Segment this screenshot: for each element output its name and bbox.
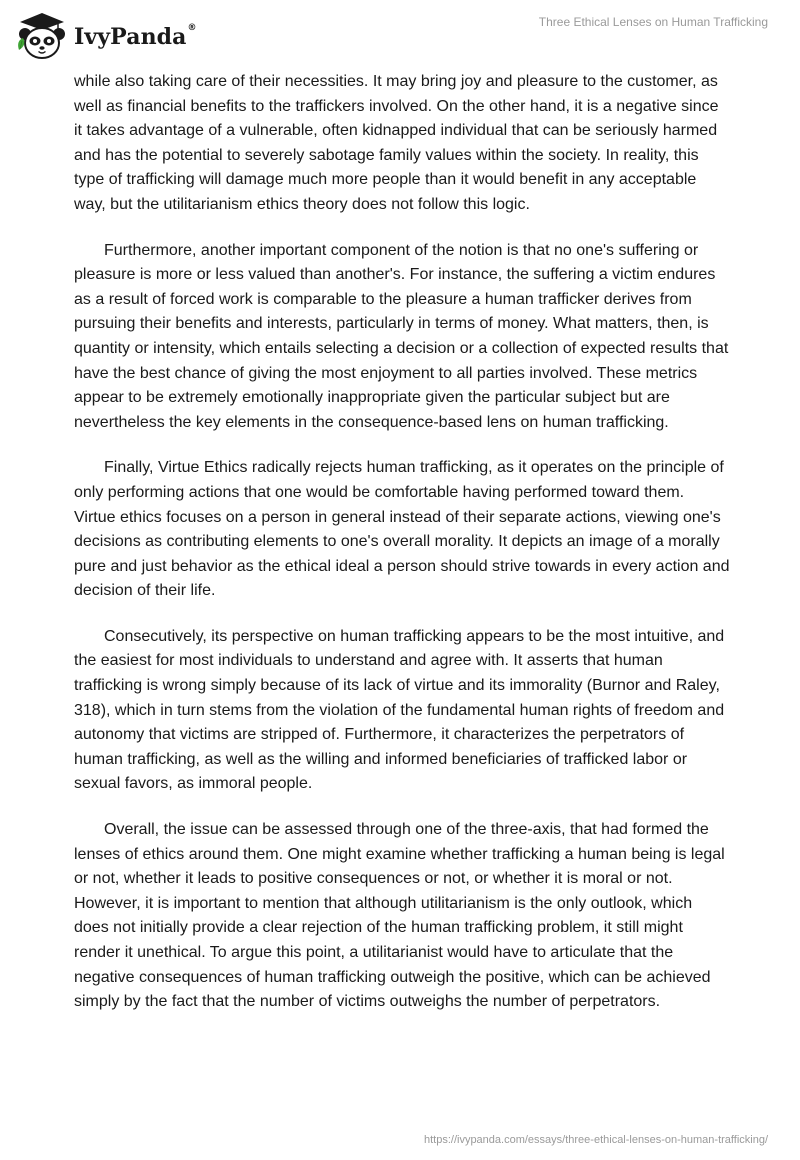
panda-graduate-logo-icon bbox=[14, 10, 70, 62]
source-url[interactable]: https://ivypanda.com/essays/three-ethical-lenses-on-human-trafficking/ bbox=[423, 1134, 768, 1146]
paragraph-2: Furthermore, another important component of the notion is that no one's suffering or pleasure is more or less valued than another's. For instance, the suffering a victim endures as a result of forced work is comparable to the pleasure a human trafficker derives from pursuing their benefits and interests, particularly in terms of money. What matters, then, is quantity or intensity, which entails selecting a decision or a collection of expected results that have the best chance of giving the most enjoyment to all parties involved. These metrics appear to be extremely emotionally inappropriate given the particular subject but are nevertheless the key elements in the consequence-based lens on human trafficking. bbox=[74, 241, 729, 431]
paragraph-1: while also taking care of their necessities. It may bring joy and pleasure to the customer, as well as financial benefits to the traffickers involved. On the other hand, it is a negative since it takes advantage of a vulnerable, often kidnapped individual that can be seriously harmed and has the potential to severely sabotage family values within the society. In reality, this type of trafficking will damage much more people than it would benefit in any acceptable way, but the utilitarianism ethics theory does not follow this logic. bbox=[74, 73, 719, 213]
page-header bbox=[0, 0, 800, 70]
essay-body bbox=[74, 70, 730, 1036]
paragraph-4: Consecutively, its perspective on human trafficking appears to be the most intuitive, and the easiest for most individuals to understand and agree with. It asserts that human trafficking is wrong simply because of its lack of virtue and its immorality (Burnor and Raley, 318), which in turn stems from the violation of the fundamental human rights of freedom and autonomy that victims are stripped of. Furthermore, it characterizes the perpetrators of human trafficking, as well as the willing and informed beneficiaries of trafficked labor or sexual favors, as immoral people. bbox=[74, 627, 725, 793]
brand-name bbox=[74, 24, 197, 50]
registered-mark: ® bbox=[187, 23, 197, 33]
brand-label: IvyPanda bbox=[74, 24, 187, 50]
paragraph-5: Overall, the issue can be assessed through one of the three-axis, that had formed the lenses of ethics around them. One might examine whether trafficking a human being is legal or not, whether it leads to positive consequences or not, or whether it is moral or not. However, it is important to mention that although utilitarianism is the only outlook, which does not initially provide a clear rejection of the human trafficking problem, it still might render it unethical. To argue this point, a utilitarianist would have to articulate that the negative consequences of human trafficking outweigh the positive, which can be achieved simply by the fact that the number of victims outweighs the number of perpetrators. bbox=[74, 821, 725, 1011]
running-title: Three Ethical Lenses on Human Trafficking bbox=[538, 15, 768, 29]
ivypanda-logo[interactable] bbox=[14, 10, 197, 62]
paragraph-3: Finally, Virtue Ethics radically rejects human trafficking, as it operates on the principle of only performing actions that one would be comfortable having performed toward them. Virtue ethics focuses on a person in general instead of their separate actions, viewing one's decisions as contributing elements to one's overall morality. It depicts an image of a morally pure and just behavior as the ethical ideal a person should strive towards in every action and decision of their life. bbox=[74, 459, 730, 600]
